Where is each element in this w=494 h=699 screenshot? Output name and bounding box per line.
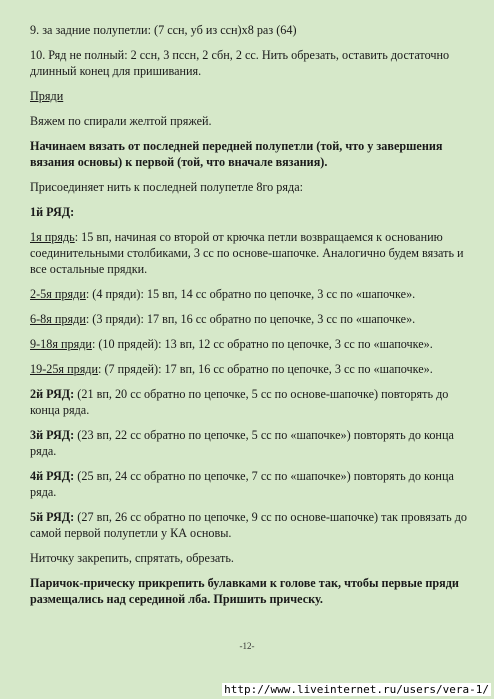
bold-text: Паричок-прическу прикрепить булавками к голове так, чтобы первые пряди размещались над серединой лба. Пришить прическу. [30,576,459,606]
body-text: : (3 пряди): 17 вп, 16 сс обратно по цепочке, 3 сс по «шапочке». [85,312,416,326]
body-text: 10. Ряд не полный: 2 ссн, 3 пссн, 2 сбн, 2 сс. Нить обрезать, оставить достаточно длинный конец для пришивания. [30,48,450,78]
body-text: Вяжем по спирали желтой пряжей. [30,114,212,128]
paragraph [30,311,470,327]
body-text: Присоединяет нить к последней полупетле 8го ряда: [30,180,304,194]
paragraph [30,286,470,302]
paragraph [30,229,470,277]
body-text: (21 вп, 20 сс обратно по цепочке, 5 сс по основе-шапочке) повторять до конца ряда. [30,387,449,417]
body-text: (23 вп, 22 сс обратно по цепочке, 5 сс по «шапочке») повторять до конца ряда. [30,428,454,458]
paragraph [30,468,470,500]
paragraph [30,138,470,170]
body-text: : (4 пряди): 15 вп, 14 сс обратно по цепочке, 3 сс по «шапочке». [85,287,416,301]
bold-text: 2й РЯД: [30,387,75,401]
paragraph [30,336,470,352]
watermark-url: http://www.liveinternet.ru/users/vera-1/ [224,683,489,696]
bold-text: 5й РЯД: [30,510,75,524]
underlined-label: 1я прядь [30,230,75,244]
body-text: : 15 вп, начиная со второй от крючка петли возвращаемся к основанию соединительными столбиками, 3 сс по основе-шапочке. Аналогично будем вязать и все остальные прядки. [30,230,464,276]
paragraph [30,179,470,195]
underlined-label: 9-18я пряди [30,337,92,351]
paragraph [30,550,470,566]
bold-text: 4й РЯД: [30,469,75,483]
body-text: (27 вп, 26 сс обратно по цепочке, 9 сс по основе-шапочке) так провязать до самой первой полупетли у КА основы. [30,510,468,540]
body-text: 9. за задние полупетли: (7 ссн, уб из ссн)х8 раз (64) [30,23,297,37]
bold-text: 3й РЯД: [30,428,75,442]
underlined-label: 6-8я пряди [30,312,86,326]
underlined-label: 19-25я пряди [30,362,99,376]
body-text: Ниточку закрепить, спрятать, обрезать. [30,551,234,565]
document-body [30,22,470,616]
paragraph [30,575,470,607]
bold-text: Начинаем вязать от последней передней полупетли (той, что у завершения вязания основы) к первой (той, что вначале вязания). [30,139,443,169]
paragraph [30,427,470,459]
paragraph [30,386,470,418]
body-text: (25 вп, 24 сс обратно по цепочке, 7 сс по «шапочке») повторять до конца ряда. [30,469,454,499]
paragraph [30,204,470,220]
underlined-label: 2-5я пряди [30,287,86,301]
paragraph [30,22,470,38]
body-text: : (7 прядей): 17 вп, 16 сс обратно по цепочке, 3 сс по «шапочке». [98,362,433,376]
paragraph [30,509,470,541]
underlined-label: Пряди [30,89,64,103]
paragraph [30,88,470,104]
page-number: -12- [239,641,255,651]
bold-text: 1й РЯД: [30,205,75,219]
body-text: : (10 прядей): 13 вп, 12 сс обратно по цепочке, 3 сс по «шапочке». [91,337,433,351]
paragraph [30,113,470,129]
paragraph [30,361,470,377]
paragraph [30,47,470,79]
